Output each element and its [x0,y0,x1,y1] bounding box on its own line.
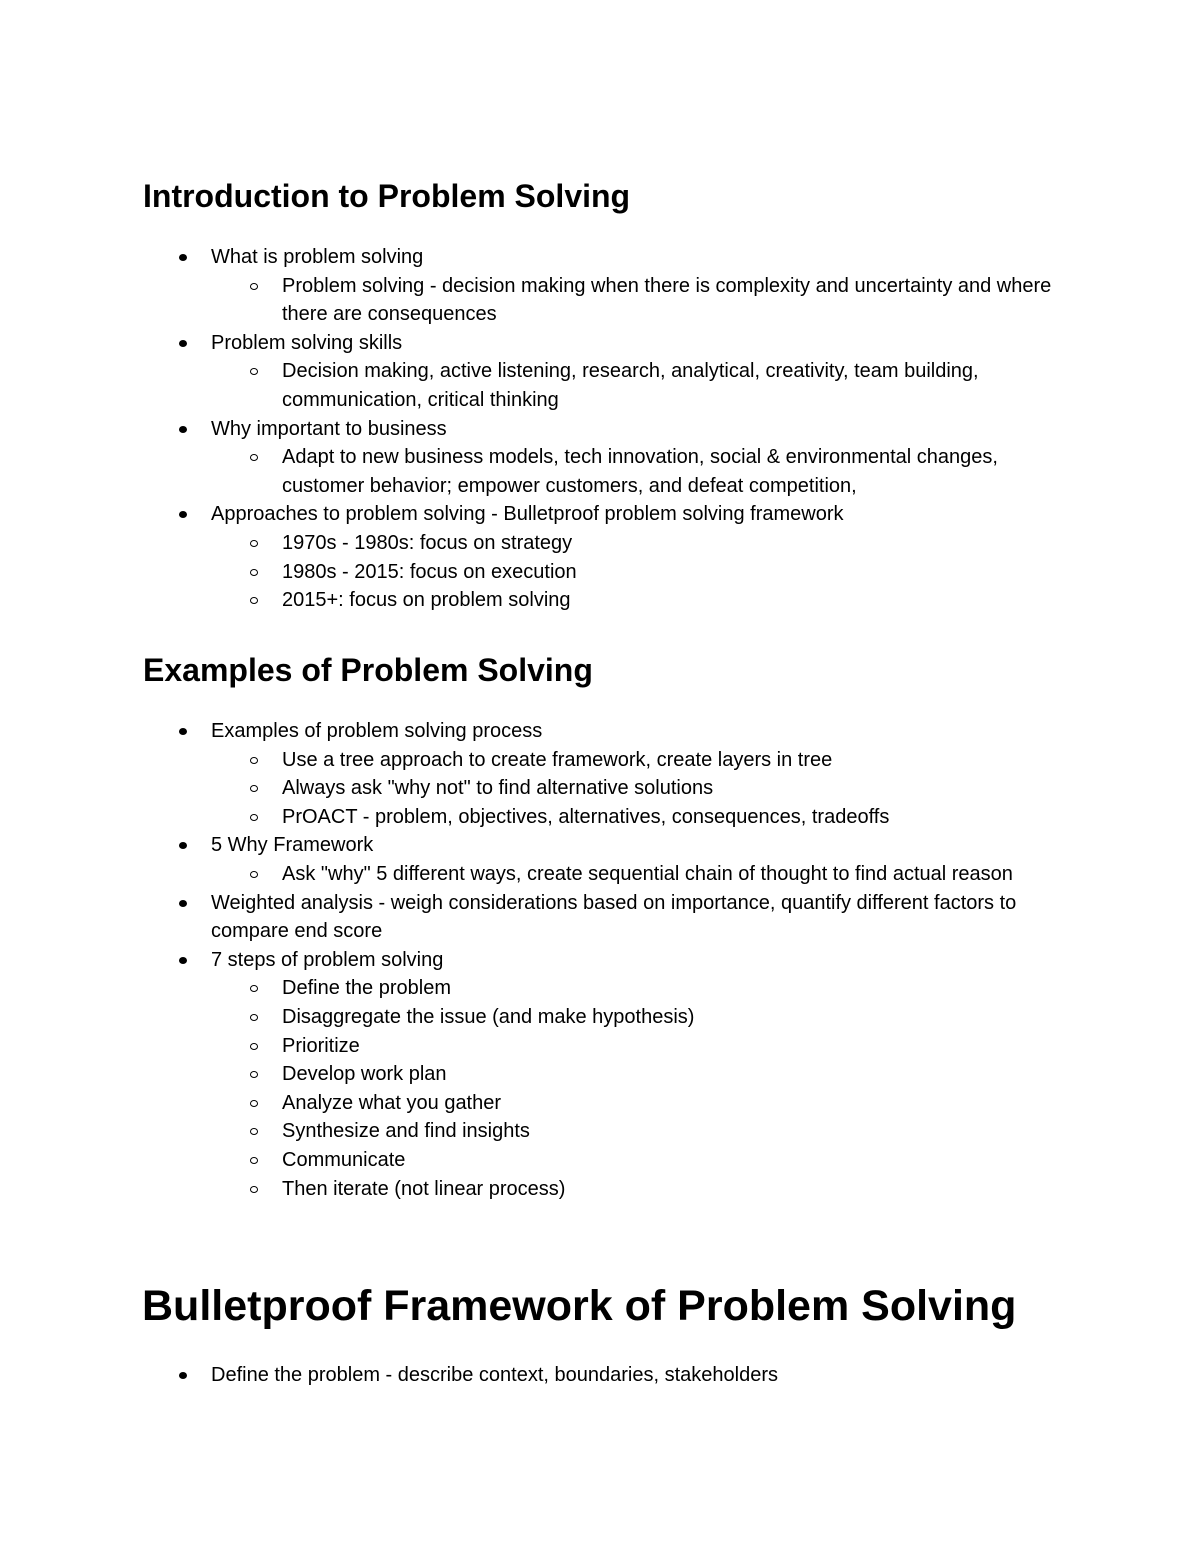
list-item: Adapt to new business models, tech innovation, social & environmental changes, customer behavior; empower customers, and defeat competition, [0,443,1072,500]
list-item: Define the problem [0,974,1072,1003]
bullet-circle-icon [250,597,258,604]
bullet-circle-icon [250,1100,258,1107]
list-item: Problem solving skills [0,329,1071,358]
bullet-circle-icon [250,1186,258,1193]
list-item: Analyze what you gather [0,1089,1072,1118]
section-heading-examples: Examples of Problem Solving [143,652,593,688]
list-item: What is problem solving [0,243,1071,272]
bullet-circle-icon [250,454,258,461]
bullet-circle-icon [250,985,258,992]
list-item: Approaches to problem solving - Bulletproof problem solving framework [0,500,1071,529]
bullet-disc-icon [179,340,187,347]
bullet-disc-icon [179,426,187,433]
examples-list [0,717,1200,1203]
bullet-circle-icon [250,283,258,290]
bullet-circle-icon [250,540,258,547]
bullet-circle-icon [250,757,258,764]
bullet-circle-icon [250,1043,258,1050]
list-item: Synthesize and find insights [0,1117,1072,1146]
bullet-disc-icon [179,842,187,849]
section-heading-introduction: Introduction to Problem Solving [143,178,631,214]
introduction-list [0,243,1200,615]
list-item: 2015+: focus on problem solving [0,586,1072,615]
bullet-circle-icon [250,1071,258,1078]
bullet-circle-icon [250,1157,258,1164]
bullet-disc-icon [179,511,187,518]
bullet-circle-icon [250,368,258,375]
list-item: Communicate [0,1146,1072,1175]
bullet-disc-icon [179,900,187,907]
bullet-disc-icon [179,1372,187,1379]
bullet-circle-icon [250,1128,258,1135]
list-item: Weighted analysis - weigh considerations based on importance, quantify different factors to compare end score [0,889,1071,946]
bullet-circle-icon [250,871,258,878]
list-item: Ask "why" 5 different ways, create sequential chain of thought to find actual reason [0,860,1072,889]
list-item: Why important to business [0,415,1071,444]
bullet-circle-icon [250,569,258,576]
list-item: Examples of problem solving process [0,717,1071,746]
list-item: 5 Why Framework [0,831,1071,860]
list-item: 1970s - 1980s: focus on strategy [0,529,1072,558]
list-item: Prioritize [0,1032,1072,1061]
bullet-disc-icon [179,728,187,735]
list-item: Decision making, active listening, research, analytical, creativity, team building, communication, critical thinking [0,357,1072,414]
list-item: Always ask "why not" to find alternative solutions [0,774,1072,803]
list-item: Then iterate (not linear process) [0,1175,1072,1204]
bulletproof-list [0,1361,1200,1390]
list-item: 7 steps of problem solving [0,946,1071,975]
list-item: Define the problem - describe context, boundaries, stakeholders [0,1361,1071,1390]
list-item: Disaggregate the issue (and make hypothesis) [0,1003,1072,1032]
section-heading-bulletproof: Bulletproof Framework of Problem Solving [142,1282,1017,1330]
list-item: Problem solving - decision making when there is complexity and uncertainty and where there are consequences [0,272,1072,329]
list-item: 1980s - 2015: focus on execution [0,558,1072,587]
bullet-circle-icon [250,814,258,821]
bullet-circle-icon [250,785,258,792]
list-item: Use a tree approach to create framework, create layers in tree [0,746,1072,775]
bullet-disc-icon [179,254,187,261]
list-item: Develop work plan [0,1060,1072,1089]
bullet-disc-icon [179,957,187,964]
list-item: PrOACT - problem, objectives, alternatives, consequences, tradeoffs [0,803,1072,832]
bullet-circle-icon [250,1014,258,1021]
